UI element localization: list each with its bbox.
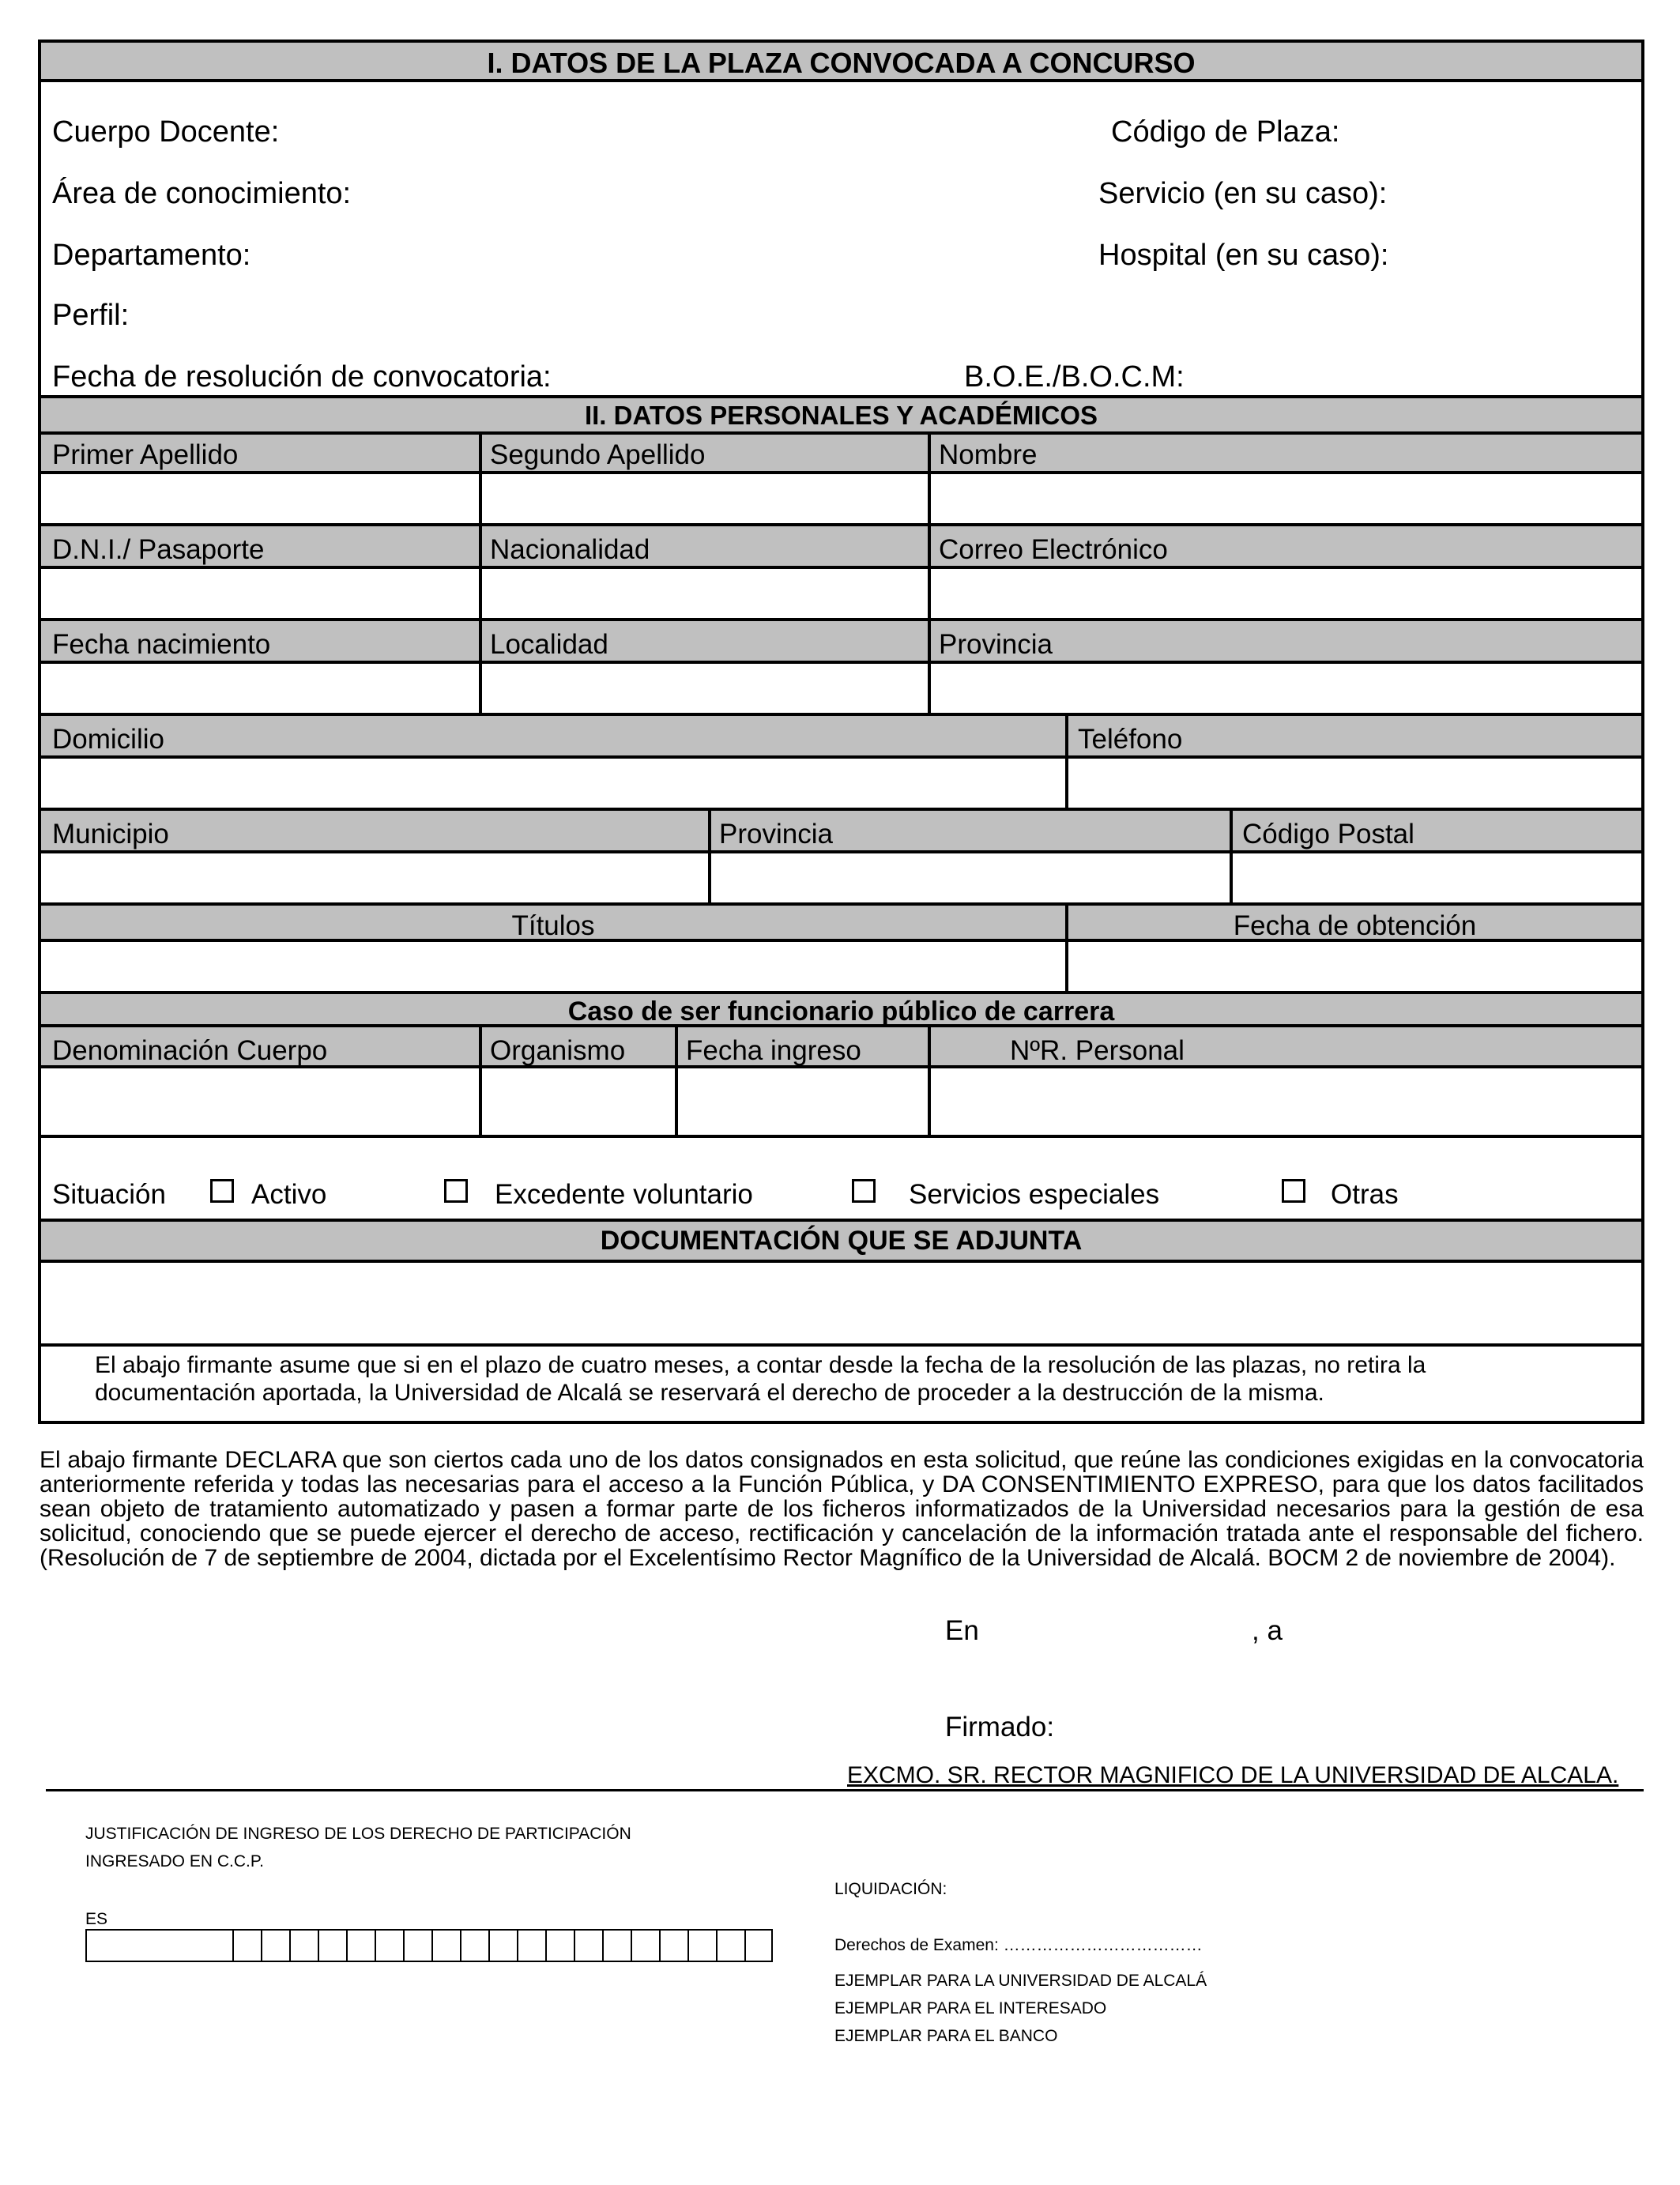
iban-digit-cell	[346, 1931, 348, 1961]
boe-label: B.O.E./B.O.C.M:	[964, 360, 1185, 394]
area-label: Área de conocimiento:	[52, 177, 352, 210]
funcionario-title: Caso de ser funcionario público de carrera	[567, 996, 1115, 1027]
divider	[928, 1027, 931, 1138]
nrp-label: NºR. Personal	[1010, 1035, 1185, 1066]
activo-label: Activo	[251, 1179, 327, 1210]
primer-apellido-field[interactable]	[41, 474, 479, 523]
iban-digit-cell	[574, 1931, 575, 1961]
iban-digit-cell	[289, 1931, 291, 1961]
divider	[41, 1135, 1641, 1138]
row3-label-band	[41, 621, 1641, 664]
iban-digit-cell	[545, 1931, 547, 1961]
iban-input[interactable]	[85, 1929, 773, 1962]
localidad-field[interactable]	[482, 664, 928, 713]
provincia2-label: Provincia	[719, 819, 833, 850]
fecha-obtencion-label: Fecha de obtención	[1233, 910, 1477, 941]
codigo-postal-field[interactable]	[1233, 853, 1641, 902]
iban-digit-cell	[659, 1931, 661, 1961]
segundo-apellido-field[interactable]	[482, 474, 928, 523]
divider	[1065, 716, 1068, 811]
cuerpo-docente-label: Cuerpo Docente:	[52, 115, 280, 149]
titulos-field[interactable]	[41, 942, 1065, 991]
divider	[675, 1027, 678, 1138]
fecha-obtencion-field[interactable]	[1068, 942, 1641, 991]
localidad-label: Localidad	[490, 629, 608, 660]
dni-field[interactable]	[41, 569, 479, 618]
divider	[479, 435, 482, 716]
row4-label-band	[41, 716, 1641, 759]
fecha-ingreso-field[interactable]	[678, 1068, 928, 1135]
fecha-ingreso-label: Fecha ingreso	[686, 1035, 861, 1066]
otras-label: Otras	[1331, 1179, 1399, 1210]
fecha-resolucion-label: Fecha de resolución de convocatoria:	[52, 360, 552, 394]
excedente-label: Excedente voluntario	[495, 1179, 753, 1210]
nombre-field[interactable]	[931, 474, 1641, 523]
ejemplar-universidad-label: EJEMPLAR PARA LA UNIVERSIDAD DE ALCALÁ	[834, 1972, 1207, 1990]
divider	[1065, 906, 1068, 994]
derechos-examen-label: Derechos de Examen: ………………………………	[834, 1936, 1203, 1954]
otras-checkbox[interactable]	[1282, 1179, 1305, 1203]
servicio-label: Servicio (en su caso):	[1098, 177, 1388, 210]
iban-digit-cell	[744, 1931, 746, 1961]
iban-digit-cell	[431, 1931, 433, 1961]
row1-label-band	[41, 435, 1641, 474]
row2-label-band	[41, 526, 1641, 569]
nrp-field[interactable]	[931, 1068, 1641, 1135]
application-form	[38, 40, 1644, 1424]
place-label: En	[945, 1615, 979, 1646]
fecha-nacimiento-label: Fecha nacimiento	[52, 629, 271, 660]
correo-label: Correo Electrónico	[939, 534, 1168, 565]
iban-digit-cell	[517, 1931, 518, 1961]
iban-digit-cell	[318, 1931, 319, 1961]
provincia-field[interactable]	[931, 664, 1641, 713]
telefono-field[interactable]	[1068, 759, 1641, 808]
dni-label: D.N.I./ Pasaporte	[52, 534, 265, 565]
hospital-label: Hospital (en su caso):	[1098, 239, 1389, 272]
divider	[41, 1343, 1641, 1347]
denominacion-field[interactable]	[41, 1068, 479, 1135]
declaration-text: El abajo firmante DECLARA que son ciertos cada uno de los datos consignados en esta solicitud, que reúne las condiciones exigidas en la convocatoria anteriormente referida y todas las necesarias para el acceso a la Función Pública, y DA CONSENTIMIENTO EXPRESO, para que los datos facilitados sean objeto de tratamiento automatizado y pasen a formar parte de los ficheros informatizados de la Universidad necesarios para la gestión de esa solicitud, conociendo que se puede ejercer el derecho de acceso, rectificación y cancelación de la información tratada ante el responsable del fichero. (Resolución de 7 de septiembre de 2004, dictada por el Excelentísimo Rector Magnífico de la Universidad de Alcalá. BOCM 2 de noviembre de 2004).	[40, 1447, 1644, 1571]
provincia-label: Provincia	[939, 629, 1053, 660]
justificacion-label: JUSTIFICACIÓN DE INGRESO DE LOS DERECHO DE PARTICIPACIÓN	[85, 1825, 631, 1843]
provincia2-field[interactable]	[711, 853, 1230, 902]
nacionalidad-label: Nacionalidad	[490, 534, 650, 565]
domicilio-label: Domicilio	[52, 724, 164, 755]
codigo-plaza-label: Código de Plaza:	[1111, 115, 1340, 149]
servicios-especiales-checkbox[interactable]	[852, 1179, 876, 1203]
date-label: , a	[1252, 1615, 1283, 1646]
divider	[479, 1027, 482, 1138]
divider	[1230, 811, 1233, 906]
activo-checkbox[interactable]	[210, 1179, 234, 1203]
documentacion-title: DOCUMENTACIÓN QUE SE ADJUNTA	[600, 1226, 1083, 1256]
correo-field[interactable]	[931, 569, 1641, 618]
municipio-label: Municipio	[52, 819, 169, 850]
iban-digit-cell	[460, 1931, 461, 1961]
documentacion-field[interactable]	[41, 1263, 1641, 1343]
iban-digit-cell	[232, 1931, 234, 1961]
nombre-label: Nombre	[939, 439, 1038, 470]
section2-title: II. DATOS PERSONALES Y ACADÉMICOS	[584, 401, 1098, 430]
ingresado-label: INGRESADO EN C.C.P.	[85, 1852, 264, 1870]
denominacion-label: Denominación Cuerpo	[52, 1035, 328, 1066]
iban-digit-cell	[403, 1931, 405, 1961]
iban-digit-cell	[631, 1931, 632, 1961]
iban-digit-cell	[488, 1931, 490, 1961]
codigo-postal-label: Código Postal	[1242, 819, 1414, 850]
addressee-label: EXCMO. SR. RECTOR MAGNIFICO DE LA UNIVERSIDAD DE ALCALA.	[847, 1762, 1619, 1788]
nacionalidad-field[interactable]	[482, 569, 928, 618]
primer-apellido-label: Primer Apellido	[52, 439, 239, 470]
situacion-label: Situación	[52, 1179, 166, 1210]
municipio-field[interactable]	[41, 853, 708, 902]
segundo-apellido-label: Segundo Apellido	[490, 439, 706, 470]
es-label: ES	[85, 1910, 108, 1928]
iban-digit-cell	[261, 1931, 262, 1961]
section1-title: I. DATOS DE LA PLAZA CONVOCADA A CONCURSO	[487, 47, 1196, 79]
departamento-label: Departamento:	[52, 239, 251, 272]
iban-digit-cell	[375, 1931, 376, 1961]
retention-note-line2: documentación aportada, la Universidad de Alcalá se reservará el derecho de proceder a la destrucción de la misma.	[95, 1380, 1324, 1406]
firmado-label: Firmado:	[945, 1712, 1055, 1742]
domicilio-field[interactable]	[41, 759, 1065, 808]
excedente-checkbox[interactable]	[444, 1179, 468, 1203]
iban-digit-cell	[602, 1931, 604, 1961]
retention-note-line1: El abajo firmante asume que si en el plazo de cuatro meses, a contar desde la fecha de la resolución de las plazas, no retira la	[95, 1352, 1426, 1378]
divider	[708, 811, 711, 906]
organismo-field[interactable]	[482, 1068, 675, 1135]
fecha-nacimiento-field[interactable]	[41, 664, 479, 713]
separator-line	[46, 1789, 1644, 1791]
iban-digit-cell	[716, 1931, 718, 1961]
iban-digit-cell	[687, 1931, 689, 1961]
organismo-label: Organismo	[490, 1035, 626, 1066]
telefono-label: Teléfono	[1078, 724, 1183, 755]
servicios-especiales-label: Servicios especiales	[909, 1179, 1160, 1210]
ejemplar-interesado-label: EJEMPLAR PARA EL INTERESADO	[834, 1999, 1107, 2017]
perfil-label: Perfil:	[52, 299, 130, 332]
liquidacion-label: LIQUIDACIÓN:	[834, 1880, 947, 1898]
ejemplar-banco-label: EJEMPLAR PARA EL BANCO	[834, 2027, 1058, 2045]
divider	[928, 435, 931, 716]
titulos-label: Títulos	[511, 910, 595, 941]
